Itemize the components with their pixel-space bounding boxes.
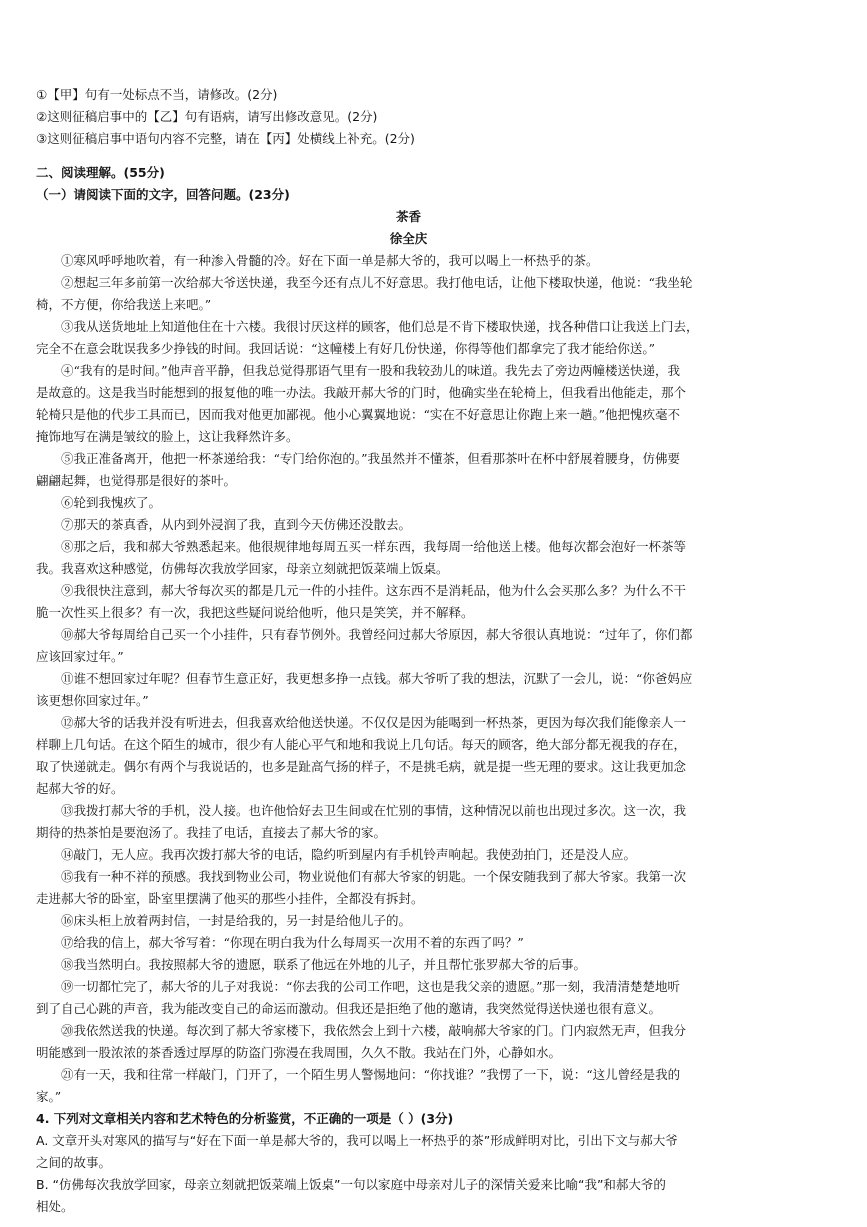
article-line: ⑥轮到我愧疚了。 xyxy=(61,495,162,510)
article-line: 到了自己心跳的声音，我为能改变自己的命运而激动。但我还是拒绝了他的邀请，我突然觉得送快递也很有意义。 xyxy=(36,1001,662,1016)
question-4-option-line: 相处。 xyxy=(36,1199,74,1214)
article-line: 起郝大爷的好。 xyxy=(36,781,124,796)
article-line: ⑱我当然明白。我按照郝大爷的遗愿，联系了他远在外地的儿子，并且帮忙张罗郝大爷的后事。 xyxy=(61,957,587,972)
article-line: 我。我喜欢这种感觉，仿佛每次我放学回家，母亲立刻就把饭菜端上饭桌。 xyxy=(36,561,449,576)
article-line: 取了快递就走。偶尔有两个与我说话的，也多是趾高气扬的样子，不是挑毛病，就是提一些无理的要求。这让我更加念 xyxy=(36,759,687,774)
question-4-stem: 4. 下列对文章相关内容和艺术特色的分析鉴赏，不正确的一项是（ ）(3分) xyxy=(36,1111,454,1126)
article-line: ⑫郝大爷的话我并没有听进去，但我喜欢给他送快递。不仅仅是因为能喝到一杯热茶，更因为每次我们能像亲人一 xyxy=(61,715,687,730)
article-line: ④“我有的是时间。”他声音平静，但我总觉得那语气里有一股和我较劲儿的味道。我先去了旁边两幢楼送快递，我 xyxy=(61,363,681,378)
article-line: ⑭敲门，无人应。我再次拨打郝大爷的电话，隐约听到屋内有手机铃声响起。我使劲拍门，还是没人应。 xyxy=(61,847,637,862)
article-line: 走进郝大爷的卧室，卧室里摆满了他买的那些小挂件，全都没有拆封。 xyxy=(36,891,424,906)
article-line: 明能感到一股浓浓的茶香透过厚厚的防盗门弥漫在我周围，久久不散。我站在门外，心静如水。 xyxy=(36,1045,562,1060)
article-body xyxy=(36,250,781,1108)
article-line: 掩饰地写在满是皱纹的脸上，这让我释然许多。 xyxy=(36,429,299,444)
question-4-option-line: 之间的故事。 xyxy=(36,1155,112,1170)
article-line: ⑦那天的茶真香，从内到外浸润了我，直到今天仿佛还没散去。 xyxy=(61,517,412,532)
article-line: ㉑有一天，我和往常一样敲门，门开了，一个陌生男人警惕地问：“你找谁？”我愣了一下，说：“这儿曾经是我的 xyxy=(61,1067,681,1082)
article-line: ⑬我拨打郝大爷的手机，没人接。也许他恰好去卫生间或在忙别的事情，这种情况以前也出现过多次。这一次，我 xyxy=(61,803,687,818)
question-4-option-line: B. “仿佛每次我放学回家，母亲立刻就把饭菜端上饭桌”一句以家庭中母亲对儿子的深情关爱来比喻“我”和郝大爷的 xyxy=(36,1177,666,1192)
intro-questions xyxy=(36,84,781,150)
intro-question-line: ①【甲】句有一处标点不当，请修改。(2分) xyxy=(36,87,278,102)
question-4-options xyxy=(36,1130,781,1218)
intro-question-line: ②这则征稿启事中的【乙】句有语病，请写出修改意见。(2分) xyxy=(36,109,378,124)
subsection-title: （一）请阅读下面的文字，回答问题。(23分) xyxy=(36,187,290,202)
intro-question-line: ③这则征稿启事中语句内容不完整，请在【丙】处横线上补充。(2分) xyxy=(36,131,415,146)
article-author: 徐全庆 xyxy=(389,231,428,246)
article-line: ⑨我很快注意到，郝大爷每次买的都是几元一件的小挂件。这东西不是消耗品，他为什么会买那么多？为什么不干 xyxy=(61,583,687,598)
article-line: 完全不在意会耽误我多少挣钱的时间。我回话说：“这幢楼上有好几份快递，你得等他们都拿完了我才能给你送。” xyxy=(36,341,656,356)
article-line: ⑪谁不想回家过年呢？但春节生意正好，我更想多挣一点钱。郝大爷听了我的想法，沉默了一会儿，说：“你爸妈应 xyxy=(61,671,693,686)
article-line: 家。” xyxy=(36,1089,62,1104)
article-line: 是故意的。这是我当时能想到的报复他的唯一办法。我敲开郝大爷的门时，他确实坐在轮椅上，但我看出他能走，那个 xyxy=(36,385,687,400)
article-line: ⑰给我的信上，郝大爷写着：“你现在明白我为什么每周买一次用不着的东西了吗？” xyxy=(61,935,524,950)
article-line: ⑳我依然送我的快递。每次到了郝大爷家楼下，我依然会上到十六楼，敲响郝大爷家的门。门内寂然无声，但我分 xyxy=(61,1023,687,1038)
section-title: 二、阅读理解。(55分) xyxy=(36,165,165,180)
article-line: 该更想你回家过年。” xyxy=(36,693,149,708)
article-line: 椅，不方便，你给我送上来吧。” xyxy=(36,297,212,312)
question-4-option-line: A. 文章开头对寒风的描写与“好在下面一单是郝大爷的，我可以喝上一杯热乎的茶”形成鲜明对比，引出下文与郝大爷 xyxy=(36,1133,678,1148)
article-line: ⑤我正准备离开，他把一杯茶递给我：“专门给你泡的。”我虽然并不懂茶，但看那茶叶在杯中舒展着腰身，仿佛要 xyxy=(61,451,681,466)
article-line: 样聊上几句话。在这个陌生的城市，很少有人能心平气和地和我说上几句话。每天的顾客，绝大部分都无视我的存在， xyxy=(36,737,687,752)
article-line: ⑯床头柜上放着两封信，一封是给我的，另一封是给他儿子的。 xyxy=(61,913,412,928)
article-line: 期待的热茶怕是要泡汤了。我挂了电话，直接去了郝大爷的家。 xyxy=(36,825,387,840)
article-line: ①寒风呼呼地吹着，有一种渗入骨髓的冷。好在下面一单是郝大爷的，我可以喝上一杯热乎的茶。 xyxy=(61,253,599,268)
article-line: ⑩郝大爷每周给自己买一个小挂件，只有春节例外。我曾经问过郝大爷原因，郝大爷很认真地说：“过年了，你们都 xyxy=(61,627,693,642)
article-line: ⑮我有一种不祥的预感。我找到物业公司，物业说他们有郝大爷家的钥匙。一个保安随我到了郝大爷家。我第一次 xyxy=(61,869,687,884)
article-title: 茶香 xyxy=(395,209,421,224)
article-line: ③我从送货地址上知道他住在十六楼。我很讨厌这样的顾客，他们总是不肯下楼取快递，找各种借口让我送上门去， xyxy=(61,319,699,334)
article-line: ⑧那之后，我和郝大爷熟悉起来。他很规律地每周五买一样东西，我每周一给他送上楼。他每次都会泡好一杯茶等 xyxy=(61,539,687,554)
article-line: ⑲一切都忙完了，郝大爷的儿子对我说：“你去我的公司工作吧，这也是我父亲的遗愿。”那一刻，我清清楚楚地听 xyxy=(61,979,681,994)
article-line: 翩翩起舞，也觉得那是很好的茶叶。 xyxy=(36,473,237,488)
article-line: 脆一次性买上很多？有一次，我把这些疑问说给他听，他只是笑笑，并不解释。 xyxy=(36,605,474,620)
article-line: 轮椅只是他的代步工具而已，因而我对他更加鄙视。他小心翼翼地说：“实在不好意思让你跑上来一趟。”他把愧疚毫不 xyxy=(36,407,681,422)
article-line: ②想起三年多前第一次给郝大爷送快递，我至今还有点儿不好意思。我打他电话，让他下楼取快递，他说：“我坐轮 xyxy=(61,275,693,290)
article-line: 应该回家过年。” xyxy=(36,649,124,664)
